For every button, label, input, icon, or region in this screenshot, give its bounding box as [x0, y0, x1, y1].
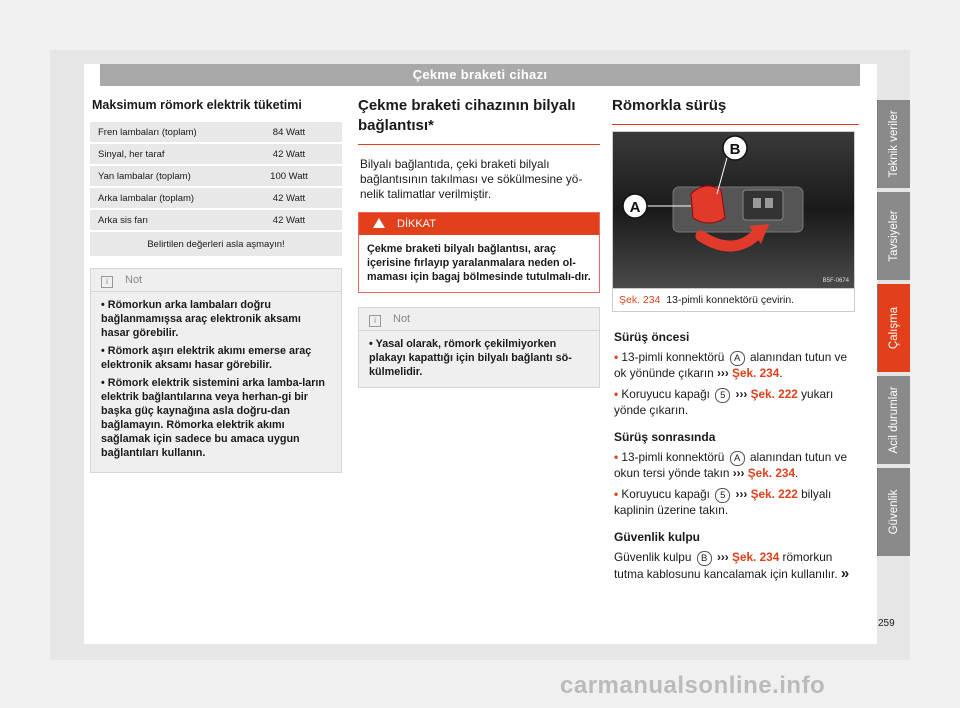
figure-link[interactable]: Şek. 222 — [750, 387, 798, 401]
note-label: Not — [393, 313, 411, 325]
row-value: 84 Watt — [236, 122, 342, 142]
tab-recommendations[interactable]: Tavsiyeler — [877, 192, 910, 280]
bullet: • — [614, 387, 619, 401]
column-ball-joint — [358, 96, 600, 388]
note-item: • Römork elektrik sistemini arka lamba-ların elektrik bağlantılarına veya herhan-gi bir başka güç kaynağına asla doğru-dan bağlamayın. Römorka elektrik akımı sağlamak için sadece bu amaca uygun bağlantıları kullanın. — [101, 377, 326, 459]
continue-arrows: » — [840, 565, 850, 582]
watermark: carmanualsonline.info — [560, 672, 826, 699]
section-title: Maksimum römork elektrik tüketimi — [92, 98, 302, 112]
tab-technical-data[interactable]: Teknik veriler — [877, 100, 910, 188]
caption-text: 13-pimli konnektörü çevirin. — [666, 294, 795, 306]
safety-text: Güvenlik kulpu B ››› Şek. 234 römorkun tutma kablosunu kancalamak için kullanılır. » — [614, 550, 850, 582]
row-value: 42 Watt — [236, 210, 342, 230]
table-row — [90, 122, 342, 142]
socket — [743, 190, 783, 220]
column-trailer-driving — [612, 96, 859, 588]
callout-b-label: B — [729, 141, 741, 158]
socket-pin — [753, 198, 761, 208]
subsection-title: Güvenlik kulpu — [614, 530, 701, 544]
table-row — [90, 188, 342, 208]
bullet: • — [614, 487, 619, 501]
list-item: • Koruyucu kapağı 5 ››› Şek. 222 bilyalı kaplinin üzerine takın. — [614, 487, 832, 517]
row-label: Sinyal, her taraf — [90, 144, 236, 164]
row-label: Fren lambaları (toplam) — [90, 122, 236, 142]
table-row — [90, 144, 342, 164]
figure-ref: Şek. 234 — [619, 294, 661, 306]
row-label: Arka lambalar (toplam) — [90, 188, 236, 208]
figure-link[interactable]: Şek. 234 — [732, 550, 780, 564]
info-icon: i — [369, 315, 381, 327]
table-note-row — [90, 232, 342, 256]
note-box — [90, 268, 342, 473]
column-power-consumption — [90, 96, 342, 473]
warning-body: Çekme braketi bilyalı bağlantısı, araç içerisine fırlayıp yaralanmalara neden ol-maması için bagaj bölmesinde tutulmalı-dır. — [367, 243, 591, 283]
note-header — [359, 308, 599, 331]
key-badge: 5 — [715, 488, 730, 503]
tab-operation[interactable]: Çalışma — [877, 284, 910, 372]
note-body — [91, 292, 341, 472]
bullet: • — [614, 350, 619, 364]
power-table — [90, 120, 342, 258]
key-badge: A — [730, 451, 745, 466]
row-label: Yan lambalar (toplam) — [90, 166, 236, 186]
warning-box — [358, 212, 600, 293]
note-label: Not — [125, 274, 143, 286]
table-row — [90, 210, 342, 230]
subsection-title: Sürüş öncesi — [614, 330, 690, 344]
figure-caption — [613, 288, 854, 311]
subsection-title: Sürüş sonrasında — [614, 430, 716, 444]
info-icon: i — [101, 276, 113, 288]
list-item: • 13-pimli konnektörü A alanından tutun ve okun tersi yönde takın ››› Şek. 234. — [614, 450, 848, 480]
key-badge: A — [730, 351, 745, 366]
figure-link[interactable]: Şek. 234 — [747, 466, 796, 480]
chapter-tabs — [877, 100, 910, 560]
page-number: 259 — [878, 618, 895, 629]
warning-icon — [373, 218, 385, 228]
section-title: Römorkla sürüş — [612, 96, 859, 125]
section-title: Çekme braketi cihazının bilyalı bağlantısı* — [358, 96, 600, 145]
callout-a-label: A — [629, 199, 641, 216]
tab-safety[interactable]: Güvenlik — [877, 468, 910, 556]
note-box — [358, 307, 600, 388]
connector-illustration — [613, 132, 854, 288]
warning-header — [359, 213, 599, 235]
row-label: Arka sis farı — [90, 210, 236, 230]
note-body: • Yasal olarak, römork çekilmiyorken plakayı kapattığı için bilyalı bağlantı sö-külmelidir. — [369, 338, 572, 378]
table-row — [90, 166, 342, 186]
page-header: Çekme braketi cihazı — [100, 64, 860, 86]
figure-code: B5F-0674 — [822, 278, 849, 284]
key-badge: B — [697, 551, 712, 566]
key-badge: 5 — [715, 388, 730, 403]
tab-emergencies[interactable]: Acil durumlar — [877, 376, 910, 464]
row-value: 100 Watt — [236, 166, 342, 186]
bullet: • — [614, 450, 619, 464]
note-header — [91, 269, 341, 292]
note-item: • Römorkun arka lambaları doğru bağlanmamışsa araç elektronik aksamı hasar görebilir. — [101, 299, 301, 339]
figure-link[interactable]: Şek. 234 — [732, 366, 780, 380]
note-item: • Römork aşırı elektrik akımı emerse araç elektronik aksamı hasar görebilir. — [101, 345, 312, 371]
row-value: 42 Watt — [236, 188, 342, 208]
figure-link[interactable]: Şek. 222 — [750, 487, 798, 501]
warning-label: DİKKAT — [397, 218, 436, 230]
red-connector — [691, 186, 725, 223]
intro-text: Bilyalı bağlantıda, çeki braketi bilyalı bağlantısının takılması ve sökülmesine yö-nelik talimatlar verilmiştir. — [360, 157, 583, 201]
list-item: • 13-pimli konnektörü A alanından tutun ve ok yönünde çıkarın ››› Şek. 234. — [614, 350, 848, 380]
list-item: • Koruyucu kapağı 5 ››› Şek. 222 yukarı yönde çıkarın. — [614, 387, 834, 417]
socket-pin — [765, 198, 773, 208]
table-note: Belirtilen değerleri asla aşmayın! — [90, 232, 342, 256]
row-value: 42 Watt — [236, 144, 342, 164]
figure-234 — [612, 131, 855, 312]
